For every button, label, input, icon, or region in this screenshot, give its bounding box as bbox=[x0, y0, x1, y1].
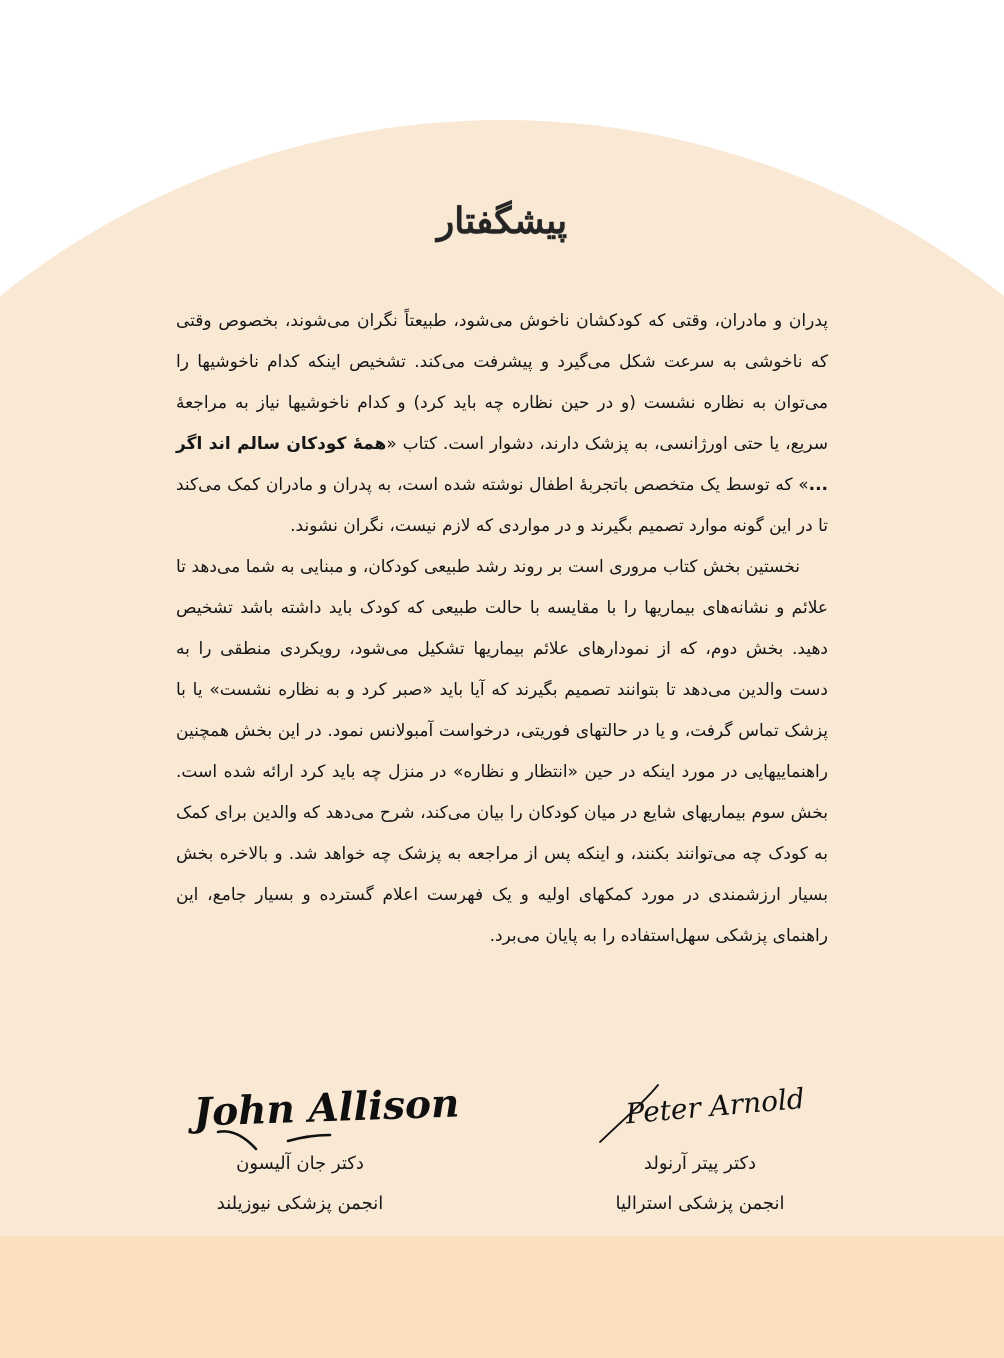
preface-text bbox=[176, 301, 828, 957]
signer-organization-left: انجمن پزشکی نیوزیلند bbox=[216, 1193, 384, 1214]
preface-paragraph-2: نخستین بخش کتاب مروری است بر روند رشد طبیعی کودکان، و مبنایی به شما می‌دهد تا علائم و نشانه‌های بیماریها را با مقایسه با حالت طبیعی که کودک باید داشته باشد تشخیص دهید. بخش دوم، که از نمودارهای علائم بیماریها تشکیل می‌شود، رویکردی منطقی را به دست والدین می‌دهد تا بتوانند تصمیم بگیرند که آیا باید «صبر کرد و به نظاره نشست» یا با پزشک تماس گرفت، و یا در حالتهای فوریتی، درخواست آمبولانس نمود. در این بخش همچنین راهنماییهایی در مورد اینکه در حین «انتظار و نظاره» در منزل چه باید کرد ارائه شده است. بخش سوم بیماریهای شایع در میان کودکان را بیان می‌کند، شرح می‌دهد که والدین برای کمک به کودک چه می‌توانند بکنند، و اینکه پس از مراجعه به پزشک چه خواهد شد. و بالاخره بخش بسیار ارزشمندی در مورد کمکهای اولیه و یک فهرست اعلام گسترده و بسیار جامع، این راهنمای پزشکی سهل‌استفاده را به پایان می‌برد. bbox=[176, 557, 828, 946]
signer-organization-right: انجمن پزشکی استرالیا bbox=[615, 1193, 785, 1214]
page-title: پیشگفتار bbox=[436, 200, 568, 243]
preface-paragraph-1-before: پدران و مادران، وقتی که کودکشان ناخوش می‌شود، طبیعتاً نگران می‌شوند، بخصوص وقتی که ناخوشی به سرعت شکل می‌گیرد و پیشرفت می‌کند. تشخیص اینکه کدام ناخوشیها را می‌توان به نظاره نشست (و در حین نظاره چه باید کرد) و کدام ناخوشیها نیاز به مراجعهٔ سریع، یا حتی اورژانسی، به پزشک دارند، دشوار است. کتاب « bbox=[176, 311, 828, 454]
preface-paragraph-1-after: » که توسط یک متخصص باتجربهٔ اطفال نوشته شده است، به پدران و مادران کمک می‌کند تا در این گونه موارد تصمیم بگیرند و در مواردی که لازم نیست، نگران نشوند. bbox=[176, 475, 828, 536]
signature-block-right bbox=[590, 1144, 810, 1224]
signature-peter-arnold bbox=[590, 1070, 810, 1155]
bottom-band bbox=[0, 1236, 1004, 1358]
svg-text:John Allison: John Allison bbox=[192, 1080, 461, 1136]
signer-name-right: دکتر پیتر آرنولد bbox=[643, 1153, 757, 1174]
signature-block-left bbox=[190, 1144, 410, 1224]
svg-text:Peter Arnold: Peter Arnold bbox=[624, 1081, 807, 1131]
signer-name-left: دکتر جان آلیسون bbox=[236, 1153, 364, 1174]
preface-paragraph-1 bbox=[176, 301, 828, 547]
book-title: همهٔ کودکان سالم اند اگر ... bbox=[176, 434, 828, 495]
